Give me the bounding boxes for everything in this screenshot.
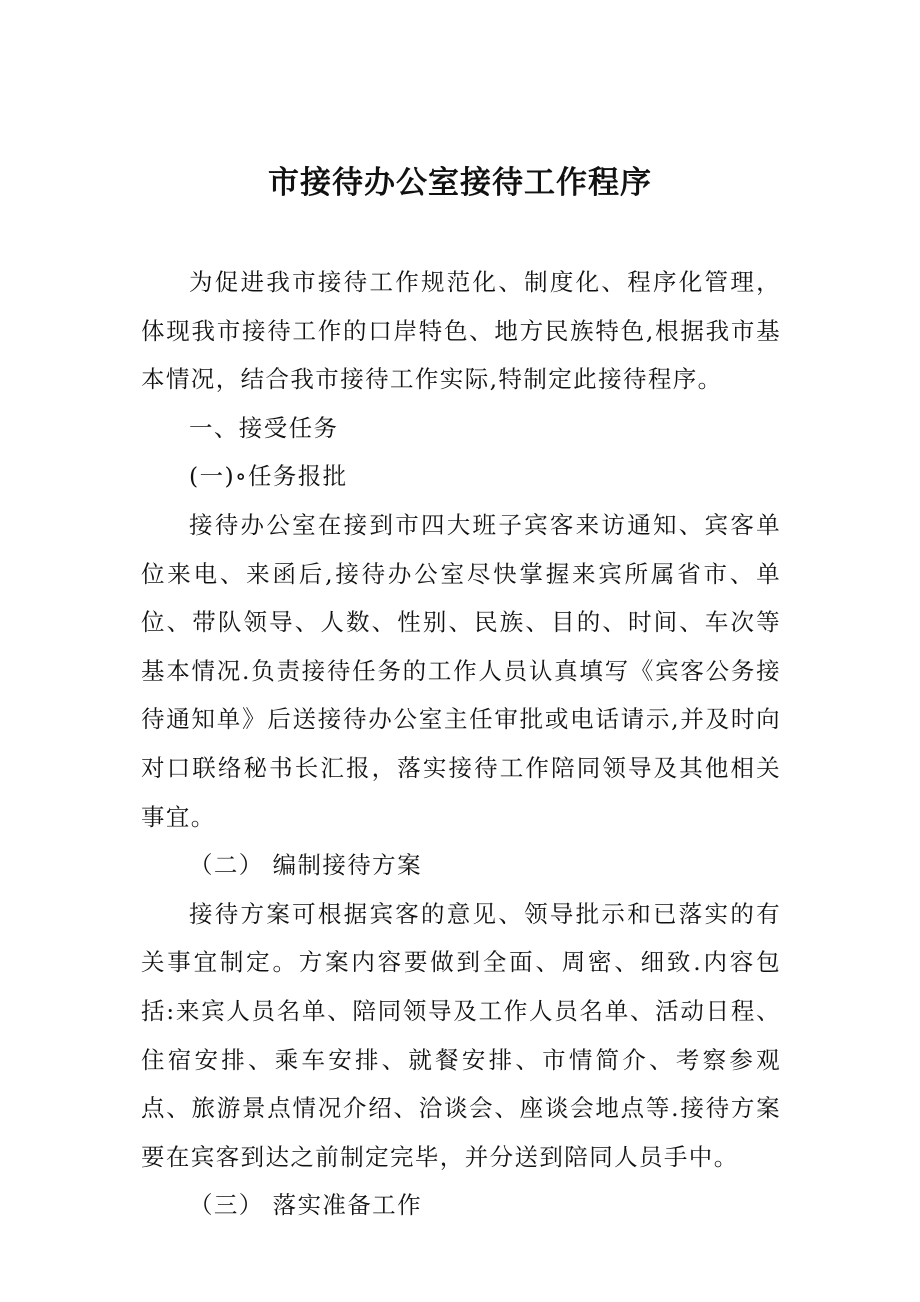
body-paragraph: 接待办公室在接到市四大班子宾客来访通知、宾客单位来电、来函后,接待办公室尽快掌握来宾所属省市、单位、带队领导、人数、性别、民族、目的、时间、车次等基本情况.负责接待任务的工作人员认真填写《宾客公务接待通知单》后送接待办公室主任审批或电话请示,并及时向对口联络秘书长汇报，落实接待工作陪同领导及其他相关事宜。 (141, 510, 781, 831)
intro-paragraph: 为促进我市接待工作规范化、制度化、程序化管理，体现我市接待工作的口岸特色、地方民族特色,根据我市基本情况，结合我市接待工作实际,特制定此接待程序。 (141, 268, 781, 394)
subsection-heading: (一)∘任务报批 (189, 462, 348, 491)
document-body (141, 258, 781, 1230)
subsection-heading: （二） 编制接待方案 (189, 851, 422, 880)
subsection-heading: （三） 落实准备工作 (189, 1191, 422, 1220)
document-title: 市接待办公室接待工作程序 (268, 165, 652, 201)
section-heading: 一、接受任务 (189, 413, 339, 442)
body-paragraph: 接待方案可根据宾客的意见、领导批示和已落实的有关事宜制定。方案内容要做到全面、周密、细致.内容包括:来宾人员名单、陪同领导及工作人员名单、活动日程、住宿安排、乘车安排、就餐安排、市情简介、考察参观点、旅游景点情况介绍、洽谈会、座谈会地点等.接待方案要在宾客到达之前制定完毕，并分送到陪同人员手中。 (141, 899, 781, 1171)
